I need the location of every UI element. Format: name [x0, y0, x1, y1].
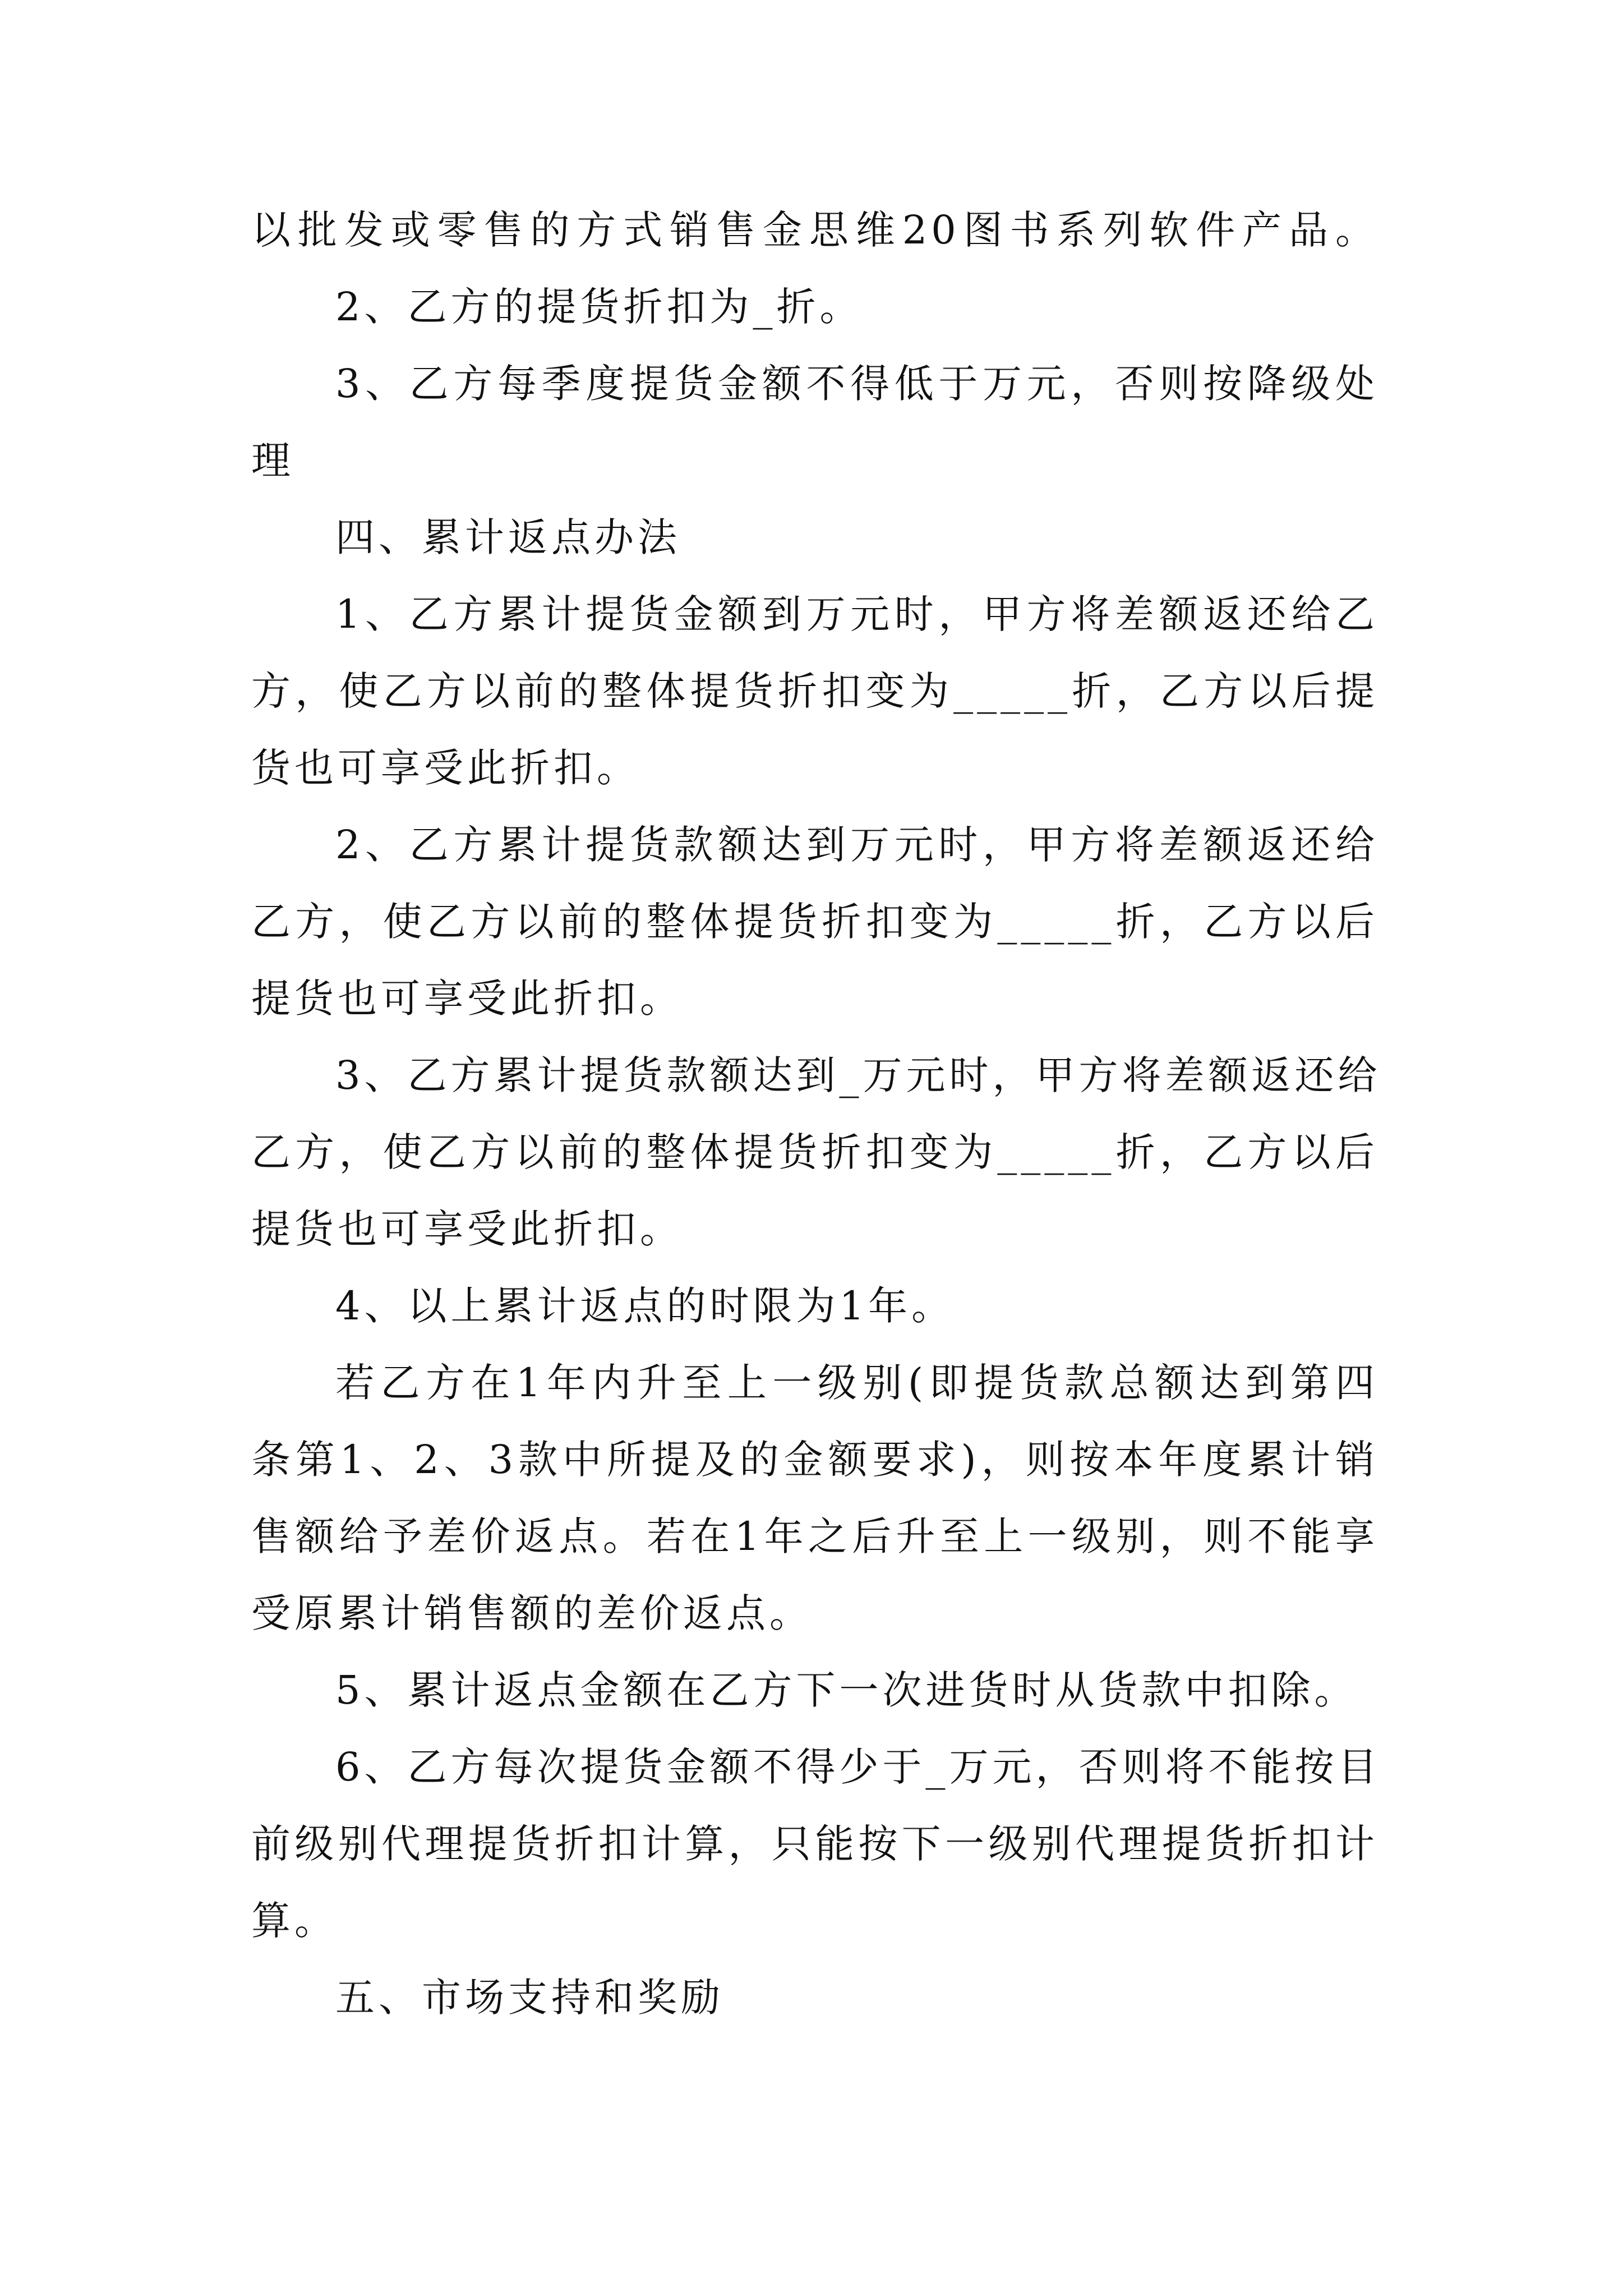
paragraph-line: 前级别代理提货折扣计算，只能按下一级别代理提货折扣计 [251, 1821, 1378, 1867]
paragraph-line: 乙方，使乙方以前的整体提货折扣变为_____折，乙方以后 [251, 1129, 1378, 1175]
paragraph-line: 2、乙方的提货折扣为_折。 [335, 284, 863, 330]
paragraph-line: 1、乙方累计提货金额到万元时，甲方将差额返还给乙 [335, 591, 1378, 637]
paragraph-line: 以批发或零售的方式销售金思维20图书系列软件产品。 [251, 207, 1378, 253]
paragraph-line: 条第1、2、3款中所提及的金额要求)，则按本年度累计销 [251, 1437, 1378, 1483]
paragraph-line: 售额给予差价返点。若在1年之后升至上一级别，则不能享 [251, 1513, 1378, 1559]
paragraph-line: 6、乙方每次提货金额不得少于_万元，否则将不能按目 [335, 1744, 1381, 1790]
section-heading: 五、市场支持和奖励 [335, 1975, 724, 2021]
paragraph-line: 提货也可享受此折扣。 [251, 976, 683, 1022]
paragraph-line: 算。 [251, 1898, 338, 1944]
paragraph-line: 货也可享受此折扣。 [251, 745, 640, 791]
paragraph-line: 提货也可享受此折扣。 [251, 1206, 683, 1252]
paragraph-line: 受原累计销售额的差价返点。 [251, 1590, 813, 1636]
paragraph-line: 若乙方在1年内升至上一级别(即提货款总额达到第四 [335, 1360, 1378, 1406]
paragraph-line: 3、乙方每季度提货金额不得低于万元，否则按降级处 [335, 361, 1378, 407]
paragraph-line: 2、乙方累计提货款额达到万元时，甲方将差额返还给 [335, 822, 1378, 868]
paragraph-line: 5、累计返点金额在乙方下一次进货时从货款中扣除。 [335, 1667, 1358, 1713]
paragraph-line: 理 [251, 438, 294, 484]
paragraph-line: 方，使乙方以前的整体提货折扣变为_____折，乙方以后提 [251, 668, 1378, 714]
paragraph-line: 乙方，使乙方以前的整体提货折扣变为_____折，乙方以后 [251, 899, 1378, 945]
section-heading: 四、累计返点办法 [335, 514, 681, 560]
paragraph-line: 3、乙方累计提货款额达到_万元时，甲方将差额返还给 [335, 1052, 1381, 1098]
paragraph-line: 4、以上累计返点的时限为1年。 [335, 1283, 955, 1329]
